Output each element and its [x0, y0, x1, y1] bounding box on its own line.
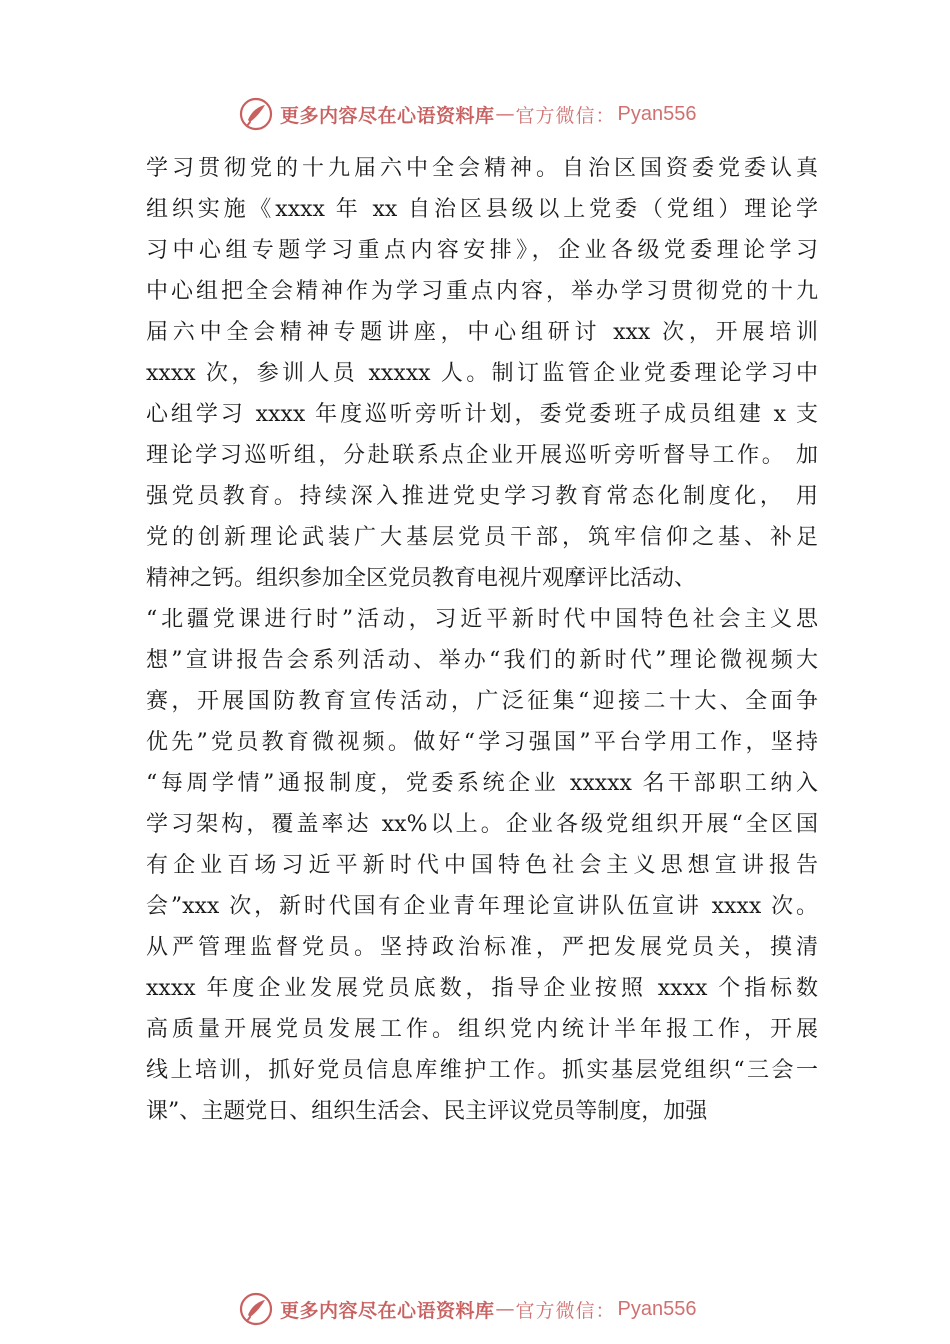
footer-wechat-label: 官方微信：: [515, 1299, 616, 1322]
header-separator: —: [495, 103, 515, 125]
body-line: xxxx 年度企业发展党员底数，指导企业按照 xxxx 个指标数: [146, 976, 818, 1001]
body-line: 学习贯彻党的十九届六中全会精神。自治区国资委党委认真: [146, 156, 818, 181]
header-wechat-label: 官方微信：: [515, 104, 616, 127]
body-line: 习中心组专题学习重点内容安排》，企业各级党委理论学习: [146, 238, 818, 263]
body-line: 高质量开展党员发展工作。组织党内统计半年报工作，开展: [146, 1017, 818, 1042]
body-line: 有企业百场习近平新时代中国特色社会主义思想宣讲报告: [146, 853, 818, 878]
header-wechat-id: Pyan556: [617, 102, 697, 125]
brand-logo-icon: [238, 96, 274, 132]
body-line: 从严管理监督党员。坚持政治标准，严把发展党员关，摸清: [146, 935, 818, 960]
body-line: 党的创新理论武装广大基层党员干部，筑牢信仰之基、补足: [146, 525, 818, 550]
footer-separator: —: [495, 1298, 515, 1320]
body-line: 会”xxx 次，新时代国有企业青年理论宣讲队伍宣讲 xxxx 次。: [146, 894, 818, 919]
footer-site-text: 更多内容尽在心语资料库: [280, 1299, 495, 1322]
body-line: 中心组把全会精神作为学习重点内容，举办学习贯彻党的十九: [146, 279, 818, 304]
body-line: 强党员教育。持续深入推进党史学习教育常态化制度化， 用: [146, 484, 818, 509]
body-line: 心组学习 xxxx 年度巡听旁听计划，委党委班子成员组建 x 支: [146, 402, 818, 427]
body-line: 课”、主题党日、组织生活会、民主评议党员等制度，加强: [146, 1099, 708, 1124]
footer-wechat-id: Pyan556: [617, 1297, 697, 1320]
body-line: 优先”党员教育微视频。做好“学习强国”平台学用工作，坚持: [146, 730, 818, 755]
footer-banner: [238, 1289, 697, 1329]
body-line: 理论学习巡听组，分赴联系点企业开展巡听旁听督导工作。 加: [146, 443, 818, 468]
body-line: “北疆党课进行时”活动，习近平新时代中国特色社会主义思: [146, 607, 818, 632]
brand-logo-icon: [238, 1291, 274, 1327]
body-line: “每周学情”通报制度，党委系统企业 xxxxx 名干部职工纳入: [146, 771, 818, 796]
body-line: 赛，开展国防教育宣传活动，广泛征集“迎接二十大、全面争: [146, 689, 818, 714]
body-line: 学习架构，覆盖率达 xx%以上。企业各级党组织开展“全区国: [146, 812, 818, 837]
header-site-text: 更多内容尽在心语资料库: [280, 104, 495, 127]
body-line: 组织实施《xxxx 年 xx 自治区县级以上党委（党组）理论学: [146, 197, 818, 222]
header-banner: [238, 94, 697, 134]
body-line: 线上培训，抓好党员信息库维护工作。抓实基层党组织“三会一: [146, 1058, 818, 1083]
body-line: 届六中全会精神专题讲座，中心组研讨 xxx 次，开展培训: [146, 320, 818, 345]
body-text: [146, 148, 818, 1132]
body-line: 精神之钙。组织参加全区党员教育电视片观摩评比活动、: [146, 566, 697, 591]
body-line: xxxx 次，参训人员 xxxxx 人。制订监管企业党委理论学习中: [146, 361, 818, 386]
body-line: 想”宣讲报告会系列活动、举办“我们的新时代”理论微视频大: [146, 648, 818, 673]
